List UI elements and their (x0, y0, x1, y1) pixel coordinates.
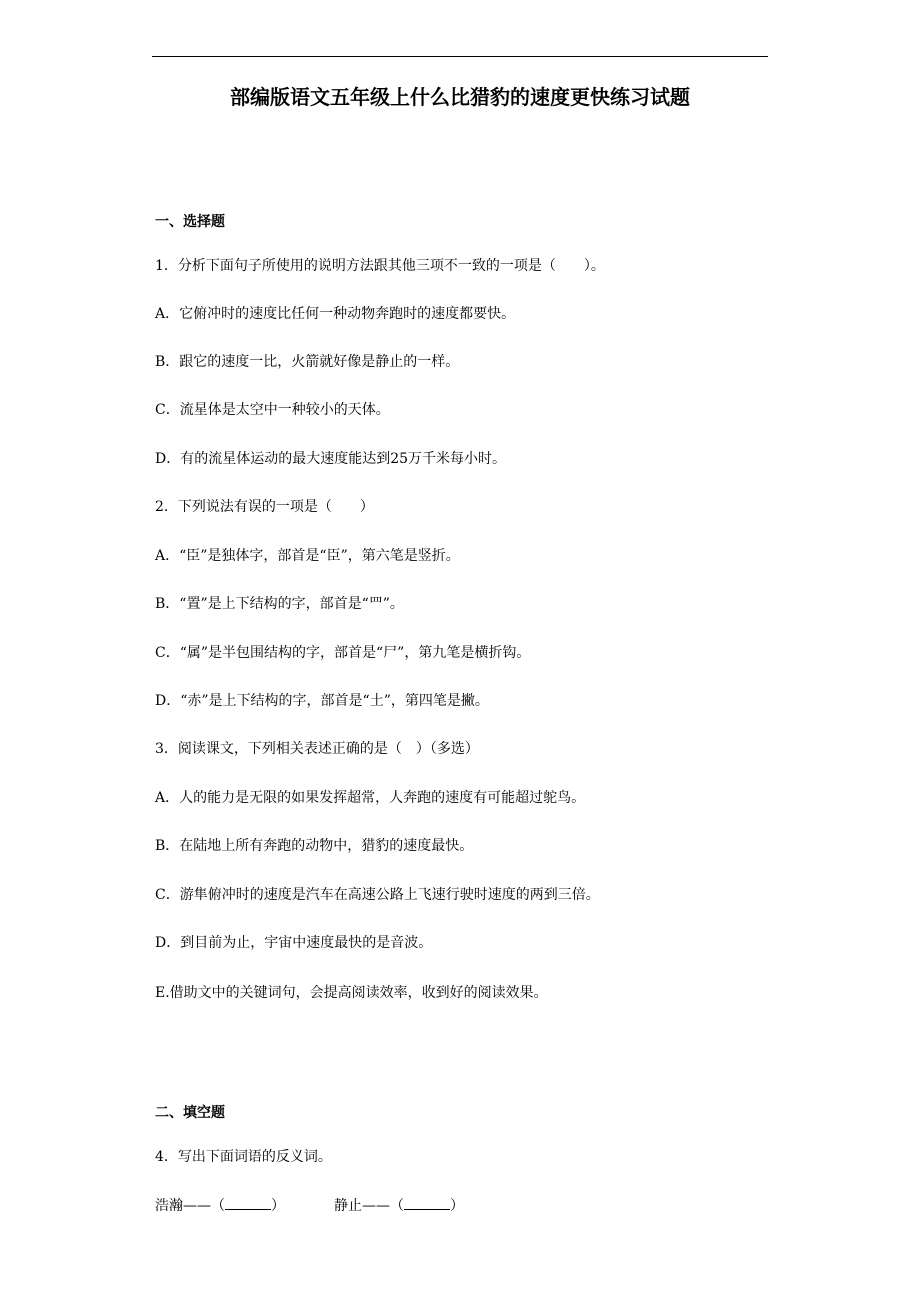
question-1-stem: 1．分析下面句子所使用的说明方法跟其他三项不一致的一项是（ ）。 (155, 258, 605, 274)
section-heading-choice: 一、选择题 (155, 214, 225, 230)
question-1-option-d: D．有的流星体运动的最大速度能达到25万千米每小时。 (155, 451, 507, 467)
antonym-pair-2 (334, 1195, 464, 1216)
antonym-word-2: 静止——（ (334, 1198, 404, 1214)
antonym-word-1: 浩瀚——（ (155, 1198, 225, 1214)
answer-blank-2[interactable] (404, 1195, 450, 1210)
question-1-option-b: B．跟它的速度一比，火箭就好像是静止的一样。 (155, 354, 460, 370)
antonym-close-2: ） (450, 1198, 464, 1214)
answer-blank-1[interactable] (225, 1195, 271, 1210)
question-3-option-c: C．游隼俯冲时的速度是汽车在高速公路上飞速行驶时速度的两到三倍。 (155, 887, 600, 903)
section-heading-fill: 二、填空题 (155, 1105, 225, 1121)
antonym-pair-1 (155, 1198, 285, 1214)
header-rule (152, 56, 768, 57)
antonym-close-1: ） (271, 1198, 285, 1214)
question-3-option-d: D．到目前为止，宇宙中速度最快的是音波。 (155, 935, 433, 951)
question-2-stem: 2．下列说法有误的一项是（ ） (155, 499, 374, 515)
question-3-option-a: A．人的能力是无限的如果发挥超常，人奔跑的速度有可能超过鸵鸟。 (155, 790, 586, 806)
question-3-option-b: B．在陆地上所有奔跑的动物中，猎豹的速度最快。 (155, 838, 474, 854)
antonym-row (155, 1195, 464, 1216)
question-3-option-e: E.借助文中的关键词句，会提高阅读效率，收到好的阅读效果。 (155, 985, 548, 1001)
question-2-option-b: B．“置”是上下结构的字，部首是“罒”。 (155, 596, 404, 612)
question-2-option-a: A．“臣”是独体字，部首是“臣”，第六笔是竖折。 (155, 548, 460, 564)
question-3-stem: 3．阅读课文，下列相关表述正确的是（ ）（多选） (155, 741, 479, 757)
question-1-option-a: A．它俯冲时的速度比任何一种动物奔跑时的速度都要快。 (155, 306, 516, 322)
question-4-stem: 4．写出下面词语的反义词。 (155, 1149, 332, 1165)
question-2-option-d: D．“赤”是上下结构的字，部首是“土”，第四笔是撇。 (155, 693, 489, 709)
question-2-option-c: C．“属”是半包围结构的字，部首是“尸”，第九笔是横折钩。 (155, 645, 531, 661)
document-title: 部编版语文五年级上什么比猎豹的速度更快练习试题 (230, 85, 690, 109)
question-1-option-c: C．流星体是太空中一种较小的天体。 (155, 402, 390, 418)
